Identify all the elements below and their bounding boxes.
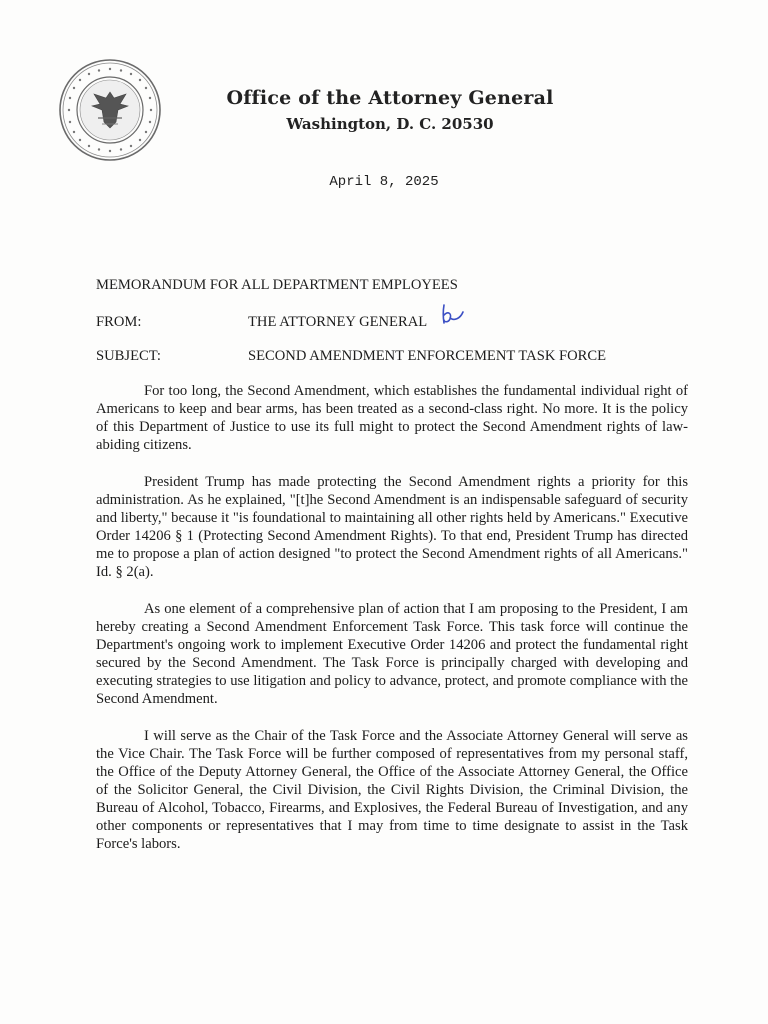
subject-label: SUBJECT: [96, 348, 161, 364]
paragraph-4: I will serve as the Chair of the Task Force and the Associate Attorney General will serve as the Vice Chair. The Task Force will be further composed of representatives from my personal staff, the Office of the Deputy Attorney General, the Office of the Associate Attorney General, the Office of the Solicitor General, the Civil Division, the Civil Rights Division, the Criminal Division, the Bureau of Alcohol, Tobacco, Firearms, and Explosives, the Federal Bureau of Investigation, and any other components or representatives that I may from time to time designate to assist in the Task Force's labors. [96, 728, 688, 852]
from-label: FROM: [96, 314, 142, 330]
office-title: Office of the Attorney General [226, 87, 554, 109]
office-address: Washington, D. C. 20530 [286, 115, 494, 133]
letterhead [180, 86, 600, 135]
subject-value: SECOND AMENDMENT ENFORCEMENT TASK FORCE [248, 348, 607, 364]
from-value: THE ATTORNEY GENERAL [248, 314, 428, 330]
memo-body [96, 382, 688, 872]
initials-signature-icon [438, 303, 466, 327]
paragraph-3: As one element of a comprehensive plan of action that I am proposing to the President, I am hereby creating a Second Amendment Enforcement Task Force. This task force will continue the Department's ongoing work to implement Executive Order 14206 and protect the fundamental right secured by the Second Amendment. The Task Force is principally charged with developing and executing strategies to use litigation and policy to advance, protect, and promote compliance with the Second Amendment. [96, 601, 688, 707]
memo-date: April 8, 2025 [329, 174, 439, 190]
doj-seal-icon [58, 58, 162, 162]
paragraph-1: For too long, the Second Amendment, which establishes the fundamental individual right of Americans to keep and bear arms, has been treated as a second-class right. No more. It is the policy of this Department of Justice to use its full might to protect the Second Amendment rights of law-abiding citizens. [96, 383, 688, 453]
memo-recipient: MEMORANDUM FOR ALL DEPARTMENT EMPLOYEES [96, 277, 458, 293]
paragraph-2: President Trump has made protecting the Second Amendment rights a priority for this administration. As he explained, "[t]he Second Amendment is an indispensable safeguard of security and liberty," because it "is foundational to maintaining all other rights held by Americans." Executive Order 14206 § 1 (Protecting Second Amendment Rights). To that end, President Trump has directed me to propose a plan of action designed "to protect the Second Amendment rights of all Americans." Id. § 2(a). [96, 474, 688, 580]
